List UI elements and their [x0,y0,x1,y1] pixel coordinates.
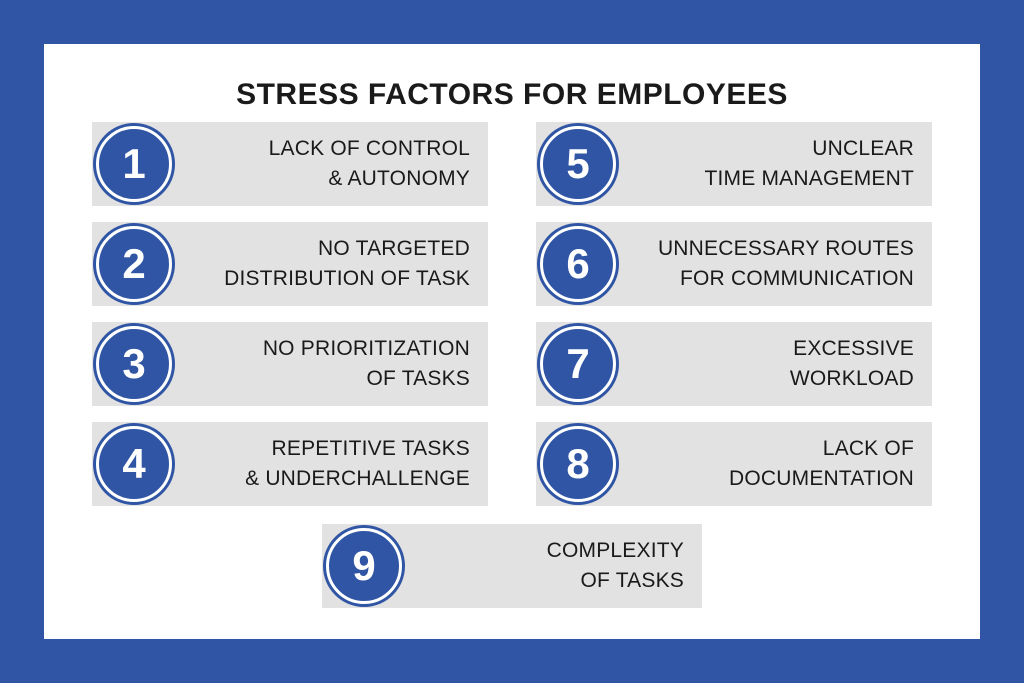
factor-item-5[interactable] [536,122,932,206]
factor-label [172,134,488,195]
factor-label-line-1: NO TARGETED [318,236,470,260]
factor-item-9[interactable] [322,524,702,608]
factor-number-badge: 4 [96,426,172,502]
factor-number-badge: 9 [326,528,402,604]
poster-card [44,44,980,639]
factor-label-line-2: OF TASKS [580,569,684,592]
factors-row-2 [92,222,932,306]
factors-row-3 [92,322,932,406]
factor-number-badge: 6 [540,226,616,302]
factor-label [172,434,488,495]
factor-item-2[interactable] [92,222,488,306]
factor-label [616,434,932,495]
factor-label-line-2: & AUTONOMY [328,167,470,190]
page-title: STRESS FACTORS FOR EMPLOYEES [236,78,788,111]
factor-label-line-2: DISTRIBUTION OF TASK [224,267,470,290]
factor-label-line-1: EXCESSIVE [793,336,914,360]
factor-item-1[interactable] [92,122,488,206]
factor-label [402,536,702,597]
factor-item-4[interactable] [92,422,488,506]
factors-grid [92,122,932,608]
factor-label-line-1: REPETITIVE TASKS [271,436,470,460]
factor-label [172,234,488,295]
factor-label-line-1: LACK OF [822,436,914,460]
factor-label [616,234,932,295]
factor-label-line-1: UNCLEAR [812,136,914,160]
factor-number-badge: 2 [96,226,172,302]
factor-label-line-2: FOR COMMUNICATION [680,267,914,290]
factor-label-line-1: NO PRIORITIZATION [262,336,470,360]
factor-label [172,334,488,395]
factor-label [616,134,932,195]
factor-label-line-1: LACK OF CONTROL [268,136,470,160]
factor-label-line-1: UNNECESSARY ROUTES [657,236,914,260]
factor-number-badge: 5 [540,126,616,202]
factor-label [616,334,932,395]
factor-label-line-1: COMPLEXITY [546,538,684,562]
factors-row-4 [92,422,932,506]
factor-number-badge: 8 [540,426,616,502]
factor-item-8[interactable] [536,422,932,506]
factor-item-6[interactable] [536,222,932,306]
factor-label-line-2: DOCUMENTATION [729,467,914,490]
factor-label-line-2: & UNDERCHALLENGE [245,467,470,490]
factor-number-badge: 3 [96,326,172,402]
factor-label-line-2: OF TASKS [366,367,470,390]
factors-row-5 [92,524,932,608]
factors-row-1 [92,122,932,206]
factor-number-badge: 1 [96,126,172,202]
factor-item-3[interactable] [92,322,488,406]
factor-label-line-2: TIME MANAGEMENT [704,167,914,190]
factor-item-7[interactable] [536,322,932,406]
factor-label-line-2: WORKLOAD [789,367,914,390]
factor-number-badge: 7 [540,326,616,402]
